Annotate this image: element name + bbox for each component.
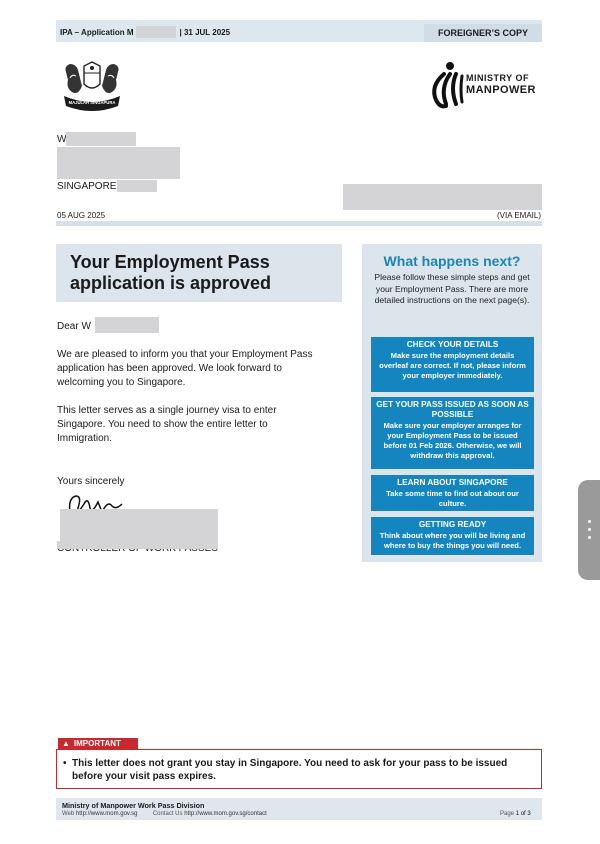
- important-label: [58, 738, 138, 749]
- redacted-name: [66, 132, 136, 146]
- delivery-method: (VIA EMAIL): [497, 211, 542, 220]
- application-reference: [60, 26, 230, 38]
- next-steps-heading: What happens next?: [383, 253, 521, 269]
- next-steps-intro: Please follow these simple steps and get your Employment Pass. There are more detailed instructions on the next page(s).: [374, 272, 530, 305]
- title-line-2: application is approved: [70, 273, 272, 293]
- viewer-side-handle[interactable]: [578, 480, 600, 580]
- step-learn-about-singapore: [371, 475, 534, 511]
- important-label-text: IMPORTANT: [73, 739, 121, 748]
- closing: Yours sincerely: [57, 476, 125, 487]
- page-indicator: [500, 811, 531, 817]
- step-check-details: [371, 337, 534, 392]
- copy-label: FOREIGNER’S COPY: [424, 24, 542, 42]
- page-title: [70, 252, 271, 294]
- step-description: Make sure your employer arranges for your Employment Pass to be issued before 01 Feb 2026. Otherwise, we will withdraw this approval.: [383, 421, 522, 460]
- page-number: 1 of 3: [515, 811, 531, 817]
- web-link[interactable]: http://www.mom.gov.sg: [75, 811, 138, 817]
- footer-division: Ministry of Manpower Work Pass Division: [62, 801, 205, 810]
- step-title: LEARN ABOUT SINGAPORE: [397, 478, 508, 487]
- bullet-icon: •: [63, 758, 67, 769]
- ministry-line-2: MANPOWER: [466, 84, 536, 96]
- coat-of-arms-motto: MAJULAH SINGAPURA: [68, 100, 116, 105]
- reference-date: | 31 JUL 2025: [179, 28, 231, 37]
- handle-dot-icon: [588, 528, 591, 531]
- redacted-greeting-name: [95, 317, 159, 333]
- recipient-city: SINGAPORE: [57, 181, 117, 192]
- step-getting-ready: [371, 517, 534, 555]
- ministry-line-1: MINISTRY OF: [466, 73, 530, 83]
- redacted-postal-code: [117, 180, 157, 192]
- warning-icon: ▲: [62, 739, 70, 748]
- web-label: Web: [62, 811, 75, 817]
- step-title: GET YOUR PASS ISSUED AS SOON AS POSSIBLE: [376, 400, 529, 419]
- step-description: Take some time to find out about our culture.: [386, 489, 519, 508]
- important-text: This letter does not grant you stay in Singapore. You need to ask for your pass to be issued before your visit pass expires.: [72, 758, 508, 782]
- redacted-reference-block: [343, 184, 542, 210]
- paragraph-visa: This letter serves as a single journey visa to enter Singapore. You need to show the entire letter to Immigration.: [57, 405, 277, 444]
- contact-link[interactable]: http://www.mom.gov.sg/contact: [184, 811, 267, 817]
- recipient-name: W: [57, 134, 67, 145]
- paragraph-approval: We are pleased to inform you that your Employment Pass application has been approved. We look forward to welcoming you to Singapore.: [57, 349, 313, 388]
- step-get-pass-issued: [371, 397, 534, 469]
- singapore-coat-of-arms-logo: [58, 58, 126, 114]
- handle-dot-icon: [588, 536, 591, 539]
- greeting: Dear W: [57, 321, 91, 332]
- footer-links: [62, 811, 267, 817]
- ministry-of-manpower-emblem: [426, 60, 466, 116]
- step-description: Think about where you will be living and where to buy the things you will need.: [379, 531, 526, 550]
- handle-dot-icon: [588, 520, 591, 523]
- step-title: CHECK YOUR DETAILS: [406, 340, 499, 349]
- divider-bar: [56, 221, 542, 226]
- reference-prefix: IPA – Application M: [60, 28, 134, 37]
- page-label: Page: [500, 811, 515, 817]
- ministry-name: [466, 72, 536, 96]
- contact-label: Contact Us: [152, 811, 183, 817]
- redacted-address: [57, 147, 180, 179]
- redacted-reference: [136, 26, 176, 38]
- letter-date: 05 AUG 2025: [57, 211, 106, 220]
- step-description: Make sure the employment details overleaf are correct. If not, please inform your employer immediately.: [379, 351, 526, 380]
- title-line-1: Your Employment Pass: [70, 252, 270, 272]
- step-title: GETTING READY: [418, 520, 487, 529]
- redaction-overlap: [57, 541, 218, 549]
